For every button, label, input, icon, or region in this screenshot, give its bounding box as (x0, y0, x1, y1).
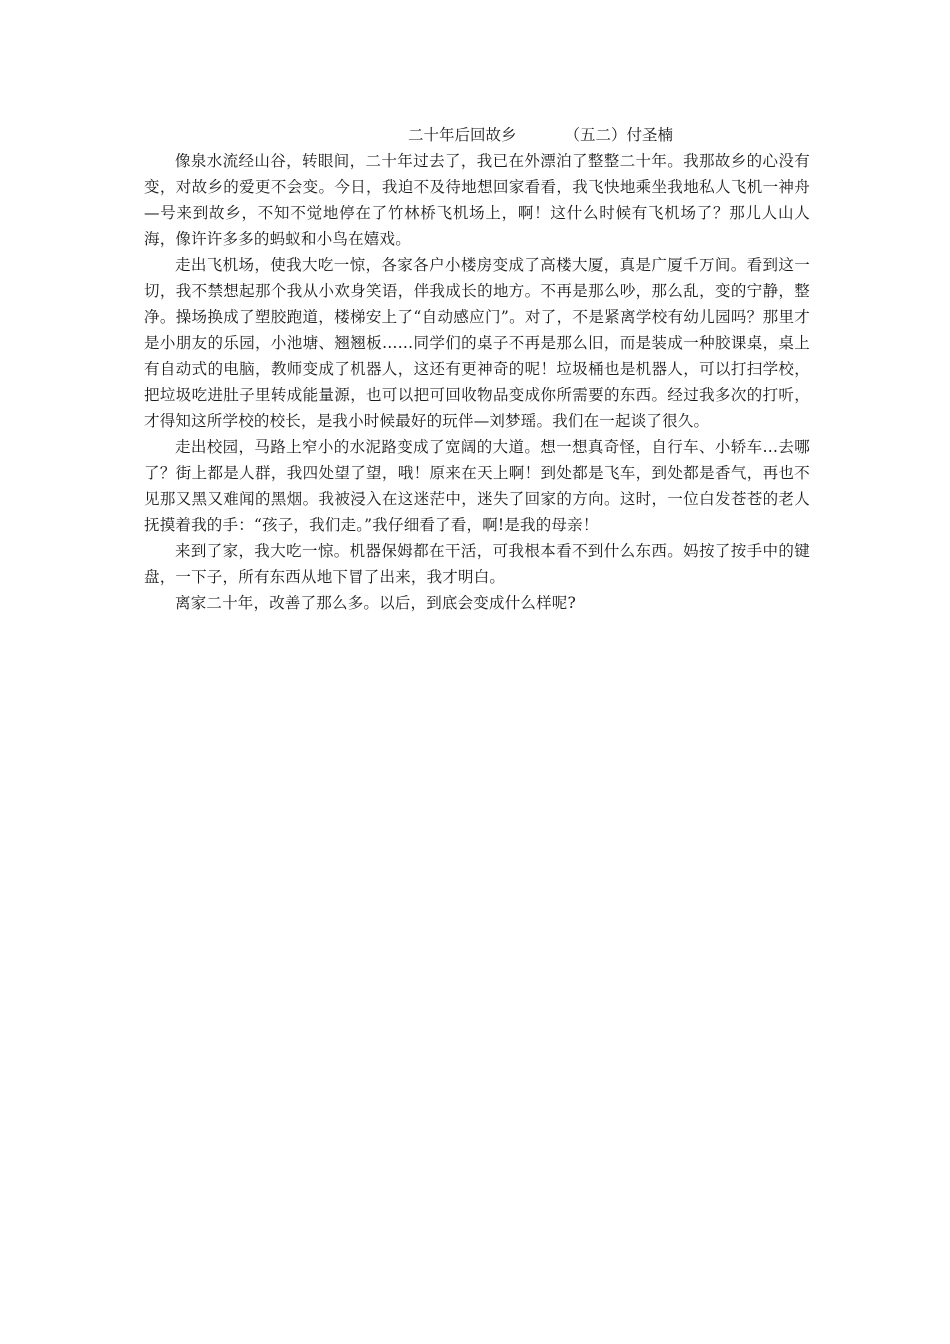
essay-body (144, 122, 810, 616)
title-line (144, 122, 810, 148)
paragraph-5: 离家二十年，改善了那么多。以后，到底会变成什么样呢? (175, 594, 577, 612)
essay-title: 二十年后回故乡 (408, 126, 517, 144)
paragraph-3: 走出校园，马路上窄小的水泥路变成了宽阔的大道。想一想真奇怪，自行车、小轿车…去哪了？街上都是人群，我四处望了望，哦！原来在天上啊！到处都是飞车，到处都是香气，再也不见那又黑又难闻的黑烟。我被浸入在这迷茫中，迷失了回家的方向。这时，一位白发苍苍的老人抚摸着我的手：“孩子，我们走。”我仔细看了看，啊!是我的母亲！ (144, 438, 810, 534)
paragraph-4: 来到了家，我大吃一惊。机器保姆都在干活，可我根本看不到什么东西。妈按了按手中的键盘，一下子，所有东西从地下冒了出来，我才明白。 (144, 542, 810, 586)
class-author: （五二）付圣楠 (564, 126, 674, 144)
paragraph-2: 走出飞机场，使我大吃一惊，各家各户小楼房变成了高楼大厦，真是广厦千万间。看到这一切，我不禁想起那个我从小欢身笑语，伴我成长的地方。不再是那么吵，那么乱，变的宁静，整净。操场换成了塑胶跑道，楼梯安上了“自动感应门”。对了，不是紧离学校有幼儿园吗？那里才是小朋友的乐园，小池塘、翘翘板……同学们的桌子不再是那么旧，而是装成一种胶课桌，桌上有自动式的电脑，教师变成了机器人，这还有更神奇的呢！垃圾桶也是机器人，可以打扫学校，把垃圾吃进肚子里转成能量源，也可以把可回收物品变成你所需要的东西。经过我多次的打听，才得知这所学校的校长，是我小时候最好的玩伴—刘梦瑶。我们在一起谈了很久。 (144, 256, 810, 430)
paragraph-1: 像泉水流经山谷，转眼间，二十年过去了，我已在外漂泊了整整二十年。我那故乡的心没有变，对故乡的爱更不会变。今日，我迫不及待地想回家看看，我飞快地乘坐我地私人飞机一神舟—号来到故乡，不知不觉地停在了竹林桥飞机场上，啊！这什么时候有飞机场了？那儿人山人海，像许许多多的蚂蚁和小鸟在嬉戏。 (144, 152, 810, 248)
